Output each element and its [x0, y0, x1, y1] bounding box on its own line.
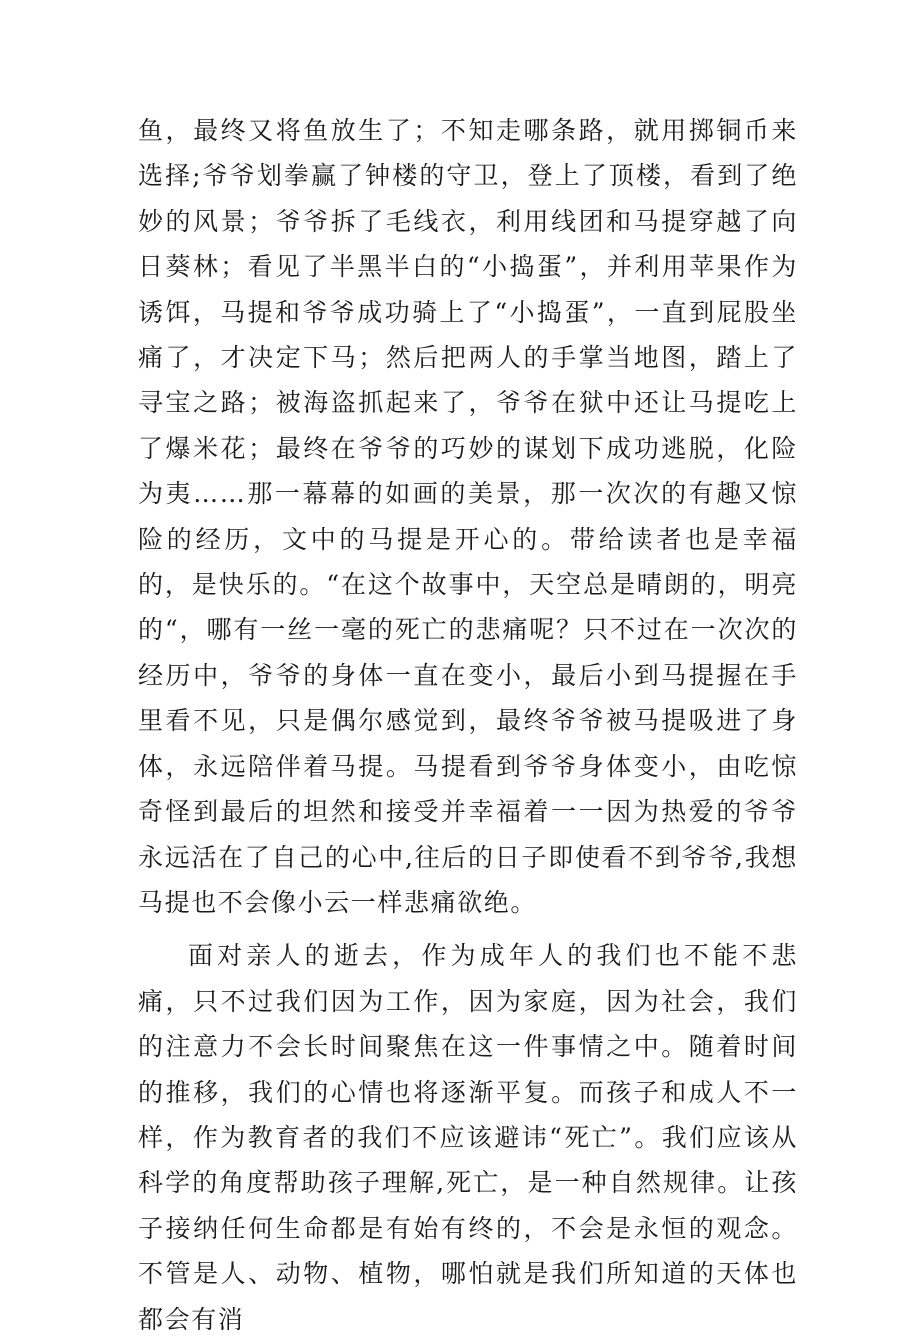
paragraph-continued-story: 鱼，最终又将鱼放生了；不知走哪条路，就用掷铜币来选择;爷爷划拳赢了钟楼的守卫，登上了顶楼，看到了绝妙的风景；爷爷拆了毛线衣，利用线团和马提穿越了向日葵林；看见了半黑半白的“小捣蛋”，并利用苹果作为诱饵，马提和爷爷成功骑上了“小捣蛋”，一直到屁股坐痛了，才决定下马；然后把两人的手掌当地图，踏上了寻宝之路；被海盗抓起来了，爷爷在狱中还让马提吃上了爆米花；最终在爷爷的巧妙的谋划下成功逃脱，化险为夷……那一幕幕的如画的美景，那一次次的有趣又惊险的经历，文中的马提是开心的。带给读者也是幸福的，是快乐的。“在这个故事中，天空总是晴朗的，明亮的“，哪有一丝一毫的死亡的悲痛呢？只不过在一次次的经历中，爷爷的身体一直在变小，最后小到马提握在手里看不见，只是偶尔感觉到，最终爷爷被马提吸进了身体，永远陪伴着马提。马提看到爷爷身体变小，由吃惊奇怪到最后的坦然和接受并幸福着一一因为热爱的爷爷永远活在了自己的心中,往后的日子即使看不到爷爷,我想马提也不会像小云一样悲痛欲绝。 [138, 116, 798, 917]
document-page [138, 108, 798, 1342]
paragraph-facing-death: 面对亲人的逝去，作为成年人的我们也不能不悲痛，只不过我们因为工作，因为家庭，因为社会，我们的注意力不会长时间聚焦在这一件事情之中。随着时间的推移，我们的心情也将逐渐平复。而孩子和成人不一样，作为教育者的我们不应该避讳“死亡”。我们应该从科学的角度帮助孩子理解,死亡，是一种自然规律。让孩子接纳任何生命都是有始有终的，不会是永恒的观念。不管是人、动物、植物，哪怕就是我们所知道的天体也都会有消 [138, 941, 798, 1334]
